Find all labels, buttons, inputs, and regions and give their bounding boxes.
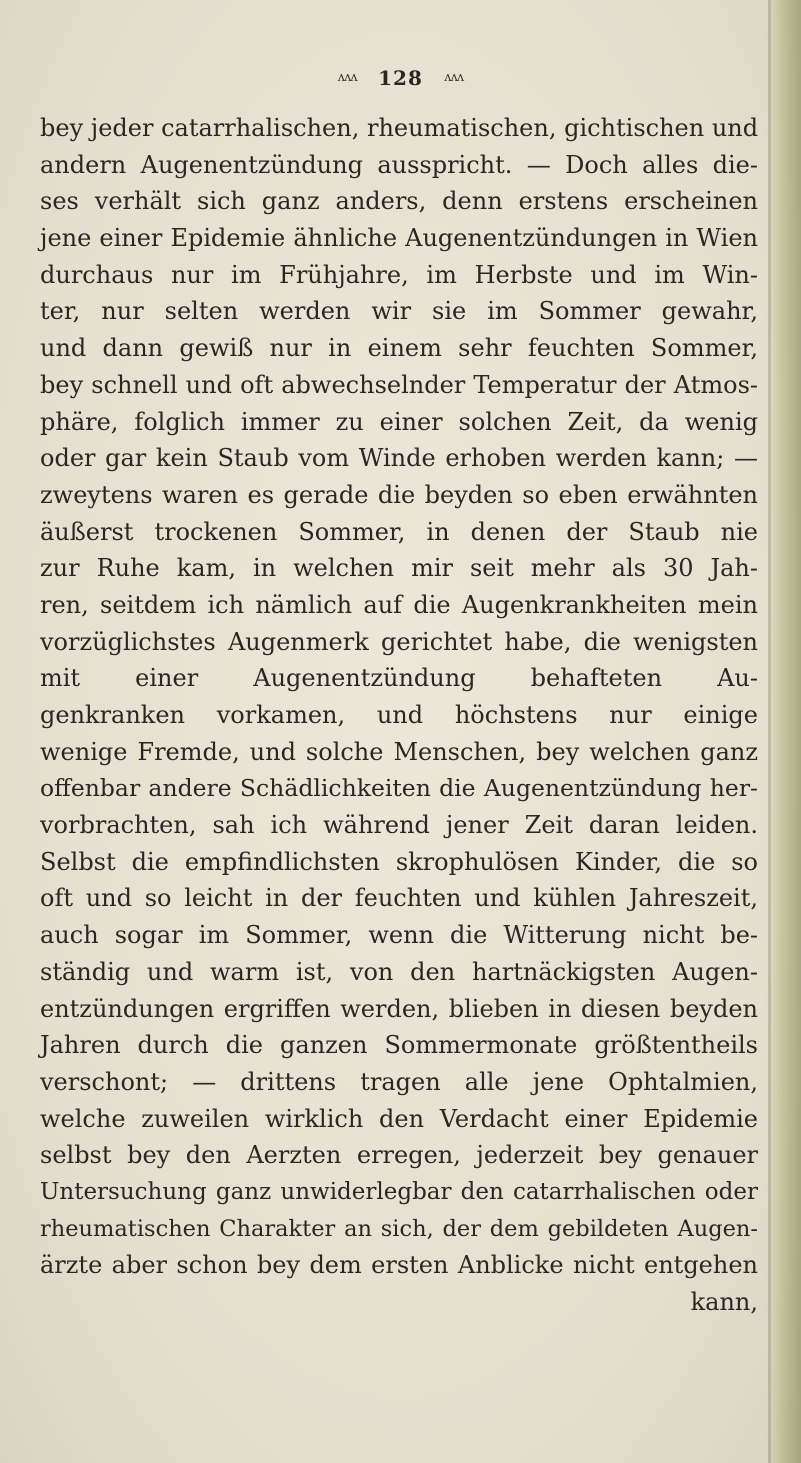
text-line: entzündungen ergriffen werden, blieben in diesen beyden: [40, 994, 758, 1023]
text-line: zur Ruhe kam, in welchen mir seit mehr als 30 Jah-: [40, 554, 758, 583]
ornament-right: ᴧᴧᴧ: [444, 70, 464, 85]
text-line: andern Augenentzündung ausspricht. — Doch alles die-: [40, 150, 758, 179]
text-line: wenige Fremde, und solche Menschen, bey welchen ganz: [40, 737, 758, 766]
text-line: bey jeder catarrhalischen, rheumatischen, gichtischen und: [40, 114, 759, 142]
text-line: auch sogar im Sommer, wenn die Witterung nicht be-: [40, 921, 758, 950]
text-line: vorzüglichstes Augenmerk gerichtet habe, die wenigsten: [40, 627, 758, 656]
page-edge: [767, 0, 801, 1463]
text-line: welche zuweilen wirklich den Verdacht einer Epidemie: [40, 1104, 758, 1133]
text-line: jene einer Epidemie ähnliche Augenentzündungen in Wien: [40, 224, 758, 253]
text-line: phäre, folglich immer zu einer solchen Zeit, da wenig: [40, 407, 758, 436]
text-line: Selbst die empfindlichsten skrophulösen Kinder, die so: [40, 847, 758, 876]
text-line: und dann gewiß nur in einem sehr feuchten Sommer,: [40, 334, 758, 363]
text-line: bey schnell und oft abwechselnder Temperatur der Atmos-: [40, 370, 758, 399]
text-line: offenbar andere Schädlichkeiten die Augenentzündung her-: [40, 774, 758, 803]
text-line: rheumatischen Charakter an sich, der dem gebildeten Augen-: [40, 1215, 758, 1242]
text-line: ter, nur selten werden wir sie im Sommer gewahr,: [40, 297, 758, 326]
text-line: ständig und warm ist, von den hartnäckigsten Augen-: [40, 957, 758, 986]
text-line: Jahren durch die ganzen Sommermonate größtentheils: [40, 1031, 758, 1060]
text-line: ses verhält sich ganz anders, denn erstens erscheinen: [40, 187, 758, 216]
ornament-left: ᴧᴧᴧ: [337, 70, 357, 85]
text-line: ren, seitdem ich nämlich auf die Augenkrankheiten mein: [40, 590, 758, 619]
catchword: kann,: [690, 1288, 758, 1316]
text-line: zweytens waren es gerade die beyden so eben erwähnten: [40, 480, 758, 509]
text-line: verschont; — drittens tragen alle jene Ophtalmien,: [40, 1067, 758, 1096]
page-header: [0, 64, 801, 90]
text-line: Untersuchung ganz unwiderlegbar den catarrhalischen oder: [40, 1178, 758, 1205]
text-line: genkranken vorkamen, und höchstens nur einige: [40, 701, 758, 729]
text-line: oft und so leicht in der feuchten und kühlen Jahreszeit,: [40, 884, 758, 913]
text-line: mit einer Augenentzündung behafteten Au-: [40, 664, 758, 693]
body-text: [40, 110, 758, 1321]
text-line: selbst bey den Aerzten erregen, jederzeit bey genauer: [40, 1141, 758, 1170]
page-number: 128: [378, 65, 423, 90]
text-line: oder gar kein Staub vom Winde erhoben werden kann; —: [40, 444, 758, 473]
text-line: äußerst trockenen Sommer, in denen der Staub nie: [40, 517, 758, 546]
text-line: vorbrachten, sah ich während jener Zeit daran leiden.: [40, 811, 758, 840]
text-line: ärzte aber schon bey dem ersten Anblicke nicht entgehen: [40, 1251, 758, 1280]
text-line: durchaus nur im Frühjahre, im Herbste und im Win-: [40, 260, 758, 289]
